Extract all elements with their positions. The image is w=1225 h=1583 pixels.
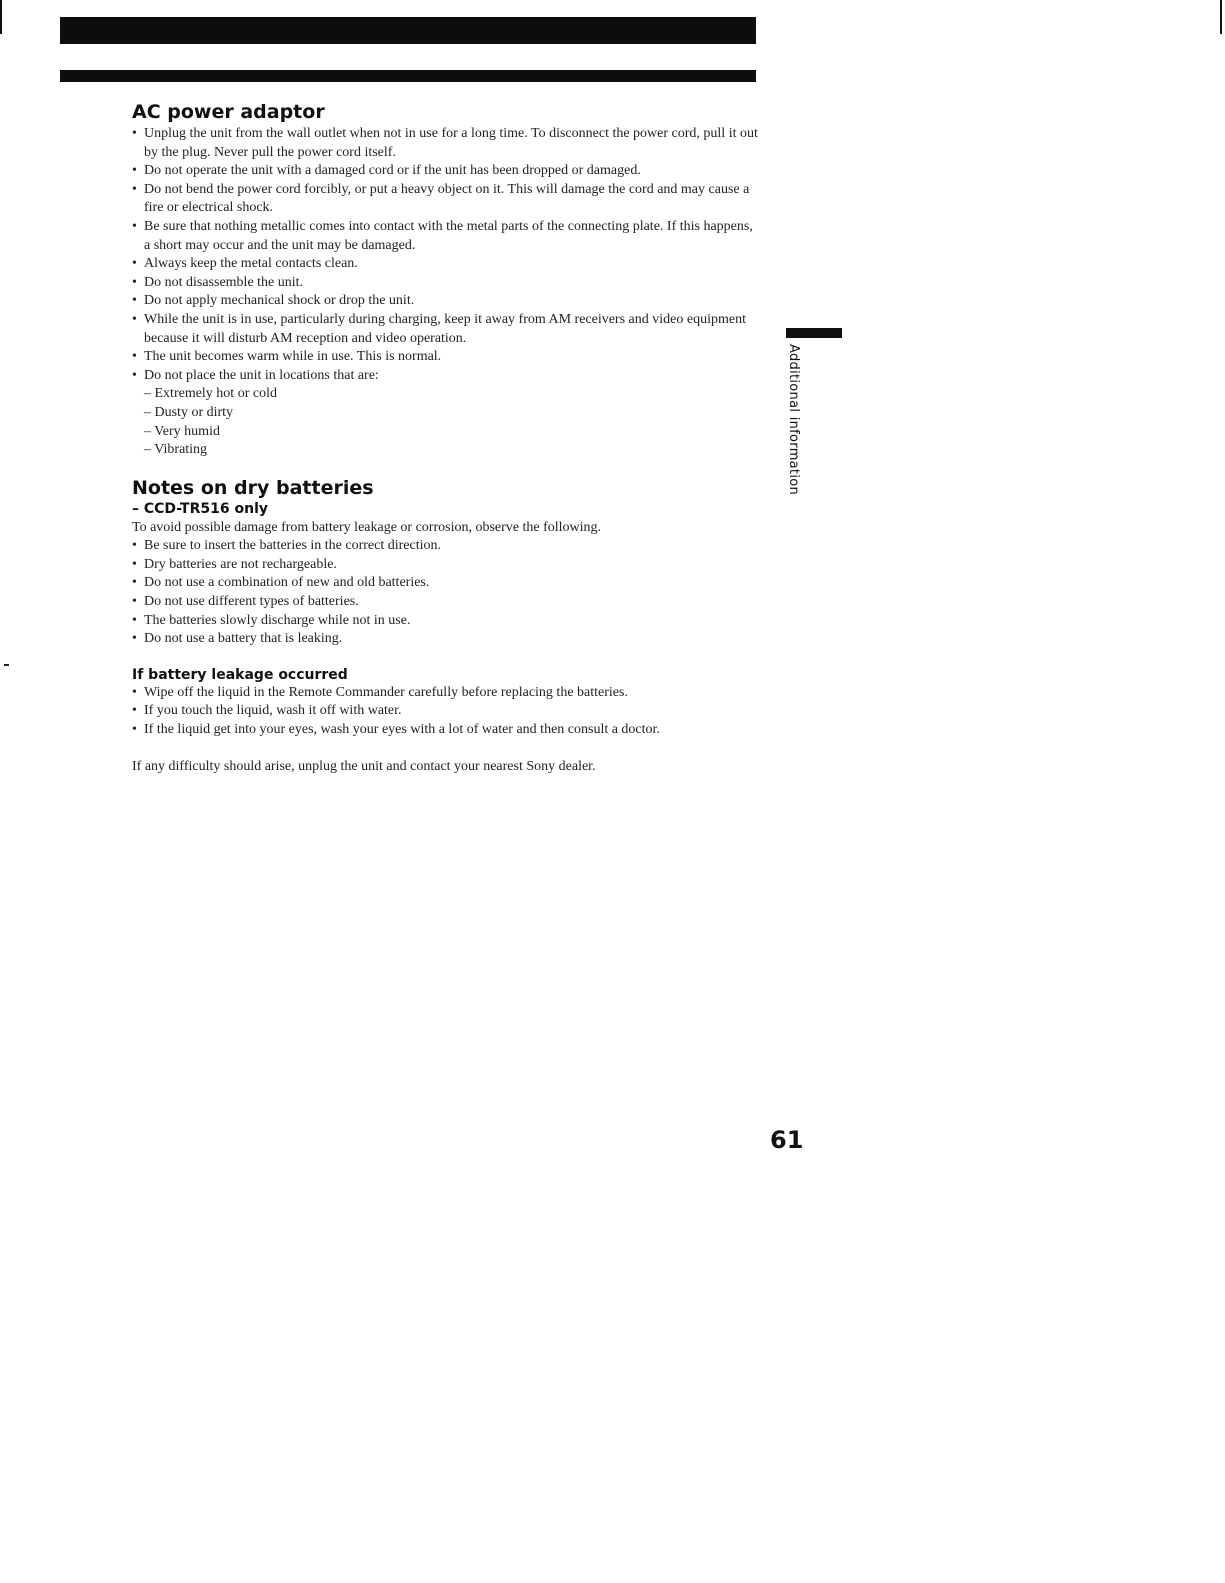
location-item: – Dusty or dirty bbox=[144, 404, 234, 420]
location-item: – Extremely hot or cold bbox=[144, 386, 277, 402]
dry-batteries-heading: Notes on dry batteries bbox=[132, 476, 374, 499]
list-item: • If you touch the liquid, wash it off with water. bbox=[132, 703, 402, 719]
header-bar-bottom bbox=[60, 70, 756, 82]
scan-mark bbox=[4, 664, 9, 666]
scan-edge-mark-left bbox=[0, 0, 2, 34]
list-item: • Do not apply mechanical shock or drop the unit. bbox=[132, 293, 415, 309]
list-item: • Always keep the metal contacts clean. bbox=[132, 256, 358, 272]
page-content bbox=[132, 100, 762, 776]
closing-note: If any difficulty should arise, unplug the unit and contact your nearest Sony dealer. bbox=[132, 758, 596, 774]
list-item: • Unplug the unit from the wall outlet when not in use for a long time. To disconnect the power cord, pull it out by the plug. Never pull the power cord itself. bbox=[132, 126, 758, 160]
list-item: • Do not use different types of batteries. bbox=[132, 594, 359, 610]
dry-batteries-subtitle: – CCD-TR516 only bbox=[132, 500, 268, 517]
list-item: • While the unit is in use, particularly during charging, keep it away from AM receivers and video equipment because it will disturb AM reception and video operation. bbox=[132, 311, 746, 346]
list-item: • Do not bend the power cord forcibly, or put a heavy object on it. This will damage the cord and may cause a fire or electrical shock. bbox=[132, 181, 750, 216]
list-item: • Do not place the unit in locations that are: bbox=[132, 367, 379, 383]
leakage-heading: If battery leakage occurred bbox=[132, 666, 348, 683]
list-item: • Be sure to insert the batteries in the correct direction. bbox=[132, 538, 442, 554]
header-bar-top bbox=[60, 17, 756, 44]
side-tab-marker bbox=[786, 328, 842, 338]
list-item: • Do not use a combination of new and old batteries. bbox=[132, 575, 430, 591]
page-number: 61 bbox=[770, 1126, 804, 1154]
location-item: – Vibrating bbox=[144, 442, 208, 458]
list-item: • Do not use a battery that is leaking. bbox=[132, 631, 343, 647]
list-item: • Do not operate the unit with a damaged cord or if the unit has been dropped or damaged. bbox=[132, 163, 641, 179]
list-item: • Do not disassemble the unit. bbox=[132, 274, 304, 290]
side-tab-label: Additional information bbox=[786, 344, 801, 496]
ac-adaptor-heading: AC power adaptor bbox=[132, 101, 325, 123]
list-item: • If the liquid get into your eyes, wash your eyes with a lot of water and then consult a doctor. bbox=[132, 722, 660, 738]
list-item: • Wipe off the liquid in the Remote Commander carefully before replacing the batteries. bbox=[132, 684, 628, 700]
list-item: • The batteries slowly discharge while not in use. bbox=[132, 612, 411, 628]
leakage-list bbox=[132, 684, 762, 740]
location-item: – Very humid bbox=[144, 423, 220, 439]
location-sublist bbox=[132, 385, 762, 459]
scan-edge-mark-right bbox=[1220, 0, 1222, 34]
list-item: • The unit becomes warm while in use. This is normal. bbox=[132, 349, 442, 365]
dry-batteries-list bbox=[132, 537, 762, 649]
list-item: • Be sure that nothing metallic comes into contact with the metal parts of the connecting plate. If this happens, a short may occur and the unit may be damaged. bbox=[132, 218, 753, 253]
ac-adaptor-list bbox=[132, 125, 762, 385]
dry-batteries-intro: To avoid possible damage from battery leakage or corrosion, observe the following. bbox=[132, 519, 602, 535]
list-item: • Dry batteries are not rechargeable. bbox=[132, 556, 337, 572]
